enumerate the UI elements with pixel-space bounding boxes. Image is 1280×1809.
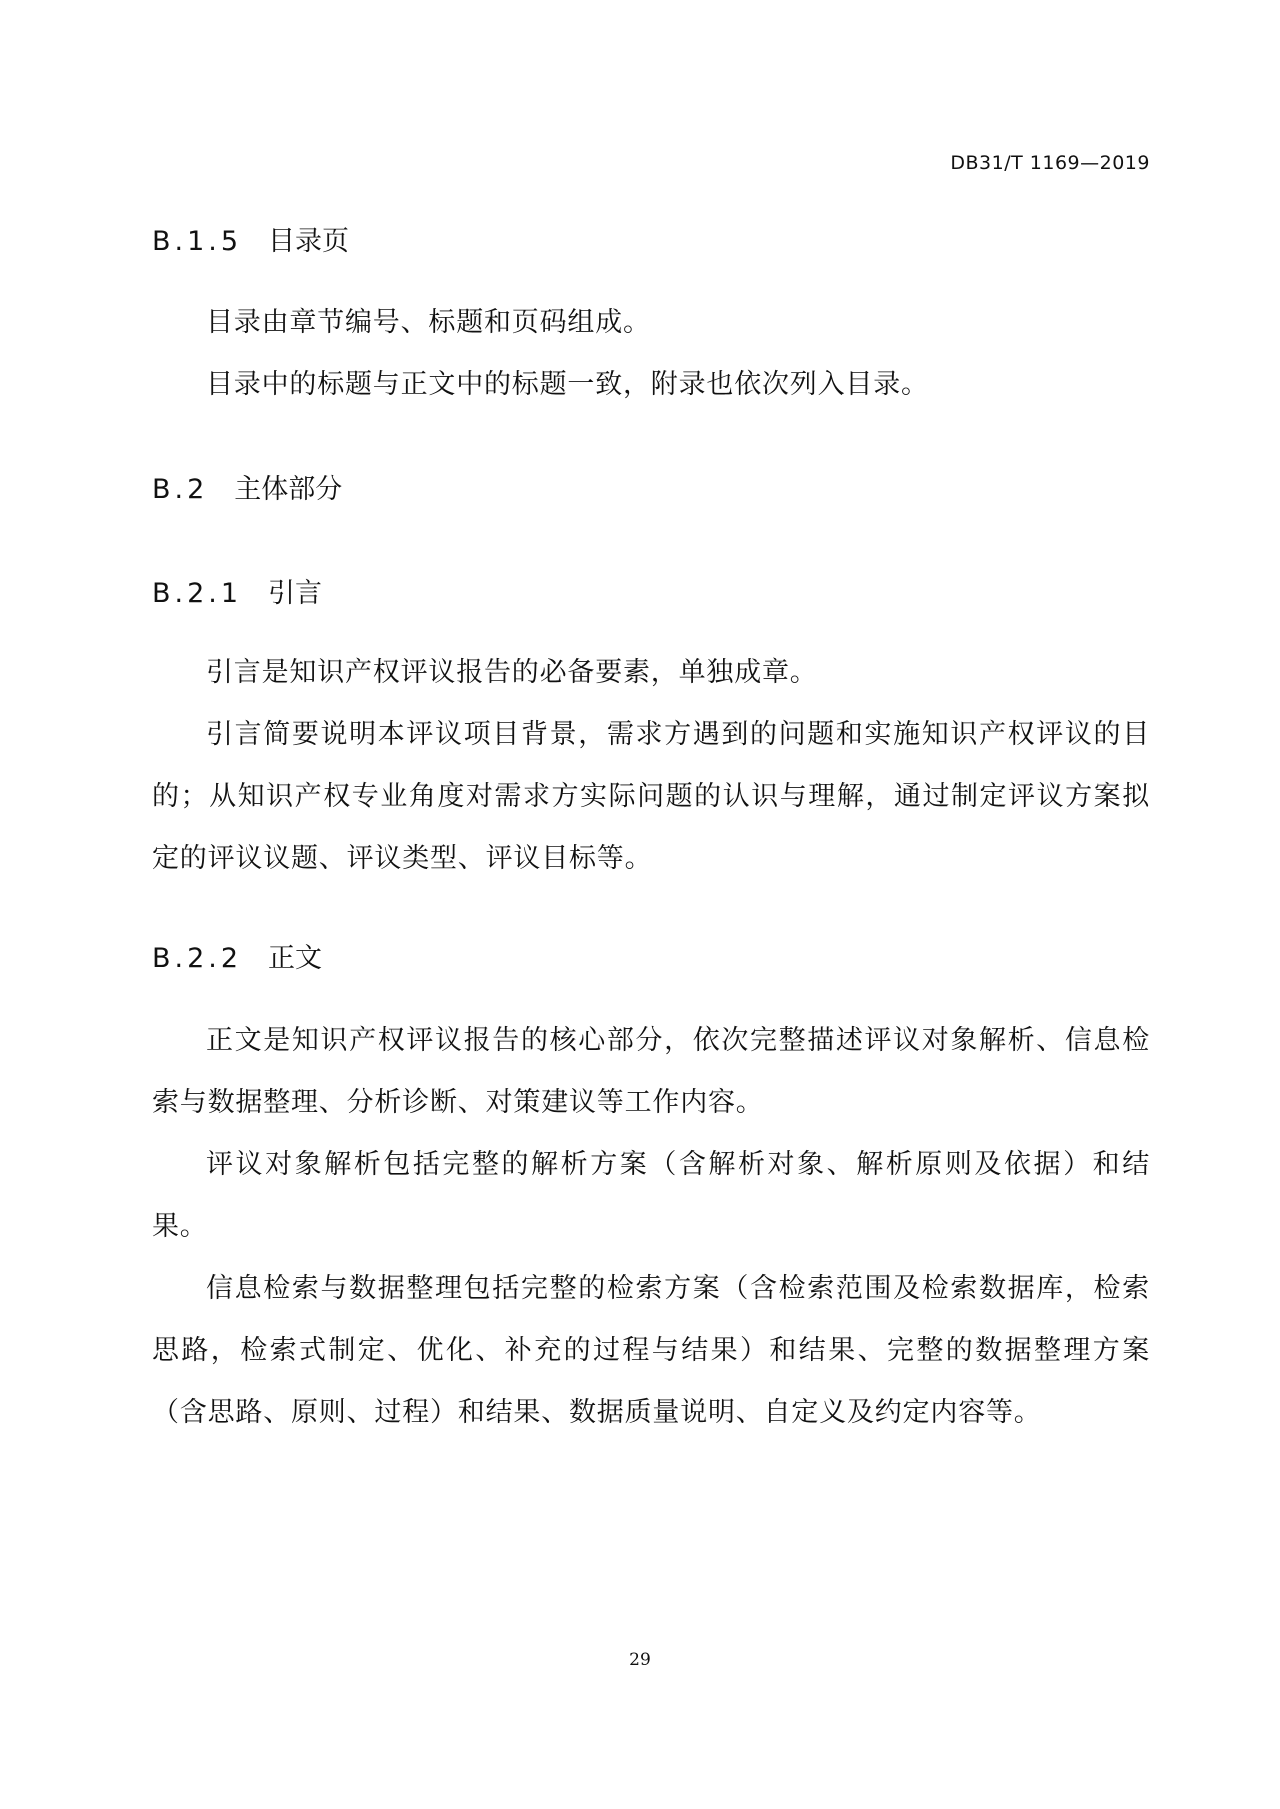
section-heading-b21 <box>152 580 322 607</box>
paragraph: 引言是知识产权评议报告的必备要素，单独成章。 <box>206 657 818 688</box>
section-title: 引言 <box>268 578 323 609</box>
section-number: B.2 <box>152 474 209 505</box>
section-heading-b15 <box>152 228 349 255</box>
page-number: 29 <box>629 1650 651 1670</box>
section-heading-b2 <box>152 476 342 503</box>
paragraph: 信息检索与数据整理包括完整的检索方案（含检索范围及检索数据库，检索思路，检索式制定、优化、补充的过程与结果）和结果、完整的数据整理方案（含思路、原则、过程）和结果、数据质量说明、自定义及约定内容等。 <box>152 1273 1150 1428</box>
paragraph: 正文是知识产权评议报告的核心部分，依次完整描述评议对象解析、信息检索与数据整理、分析诊断、对策建议等工作内容。 <box>152 1025 1150 1118</box>
document-code: DB31/T 1169—2019 <box>950 152 1150 174</box>
section-title: 正文 <box>268 943 323 974</box>
paragraph: 目录中的标题与正文中的标题一致，附录也依次列入目录。 <box>206 369 929 400</box>
section-heading-b22 <box>152 945 322 972</box>
section-number: B.2.2 <box>152 943 243 974</box>
section-title: 目录页 <box>268 226 350 257</box>
section-number: B.2.1 <box>152 578 243 609</box>
section-title: 主体部分 <box>234 474 343 505</box>
section-number: B.1.5 <box>152 226 243 257</box>
paragraph: 引言简要说明本评议项目背景，需求方遇到的问题和实施知识产权评议的目的；从知识产权专业角度对需求方实际问题的认识与理解，通过制定评议方案拟定的评议议题、评议类型、评议目标等。 <box>152 719 1150 874</box>
paragraph: 目录由章节编号、标题和页码组成。 <box>206 307 651 338</box>
paragraph: 评议对象解析包括完整的解析方案（含解析对象、解析原则及依据）和结果。 <box>152 1149 1150 1242</box>
